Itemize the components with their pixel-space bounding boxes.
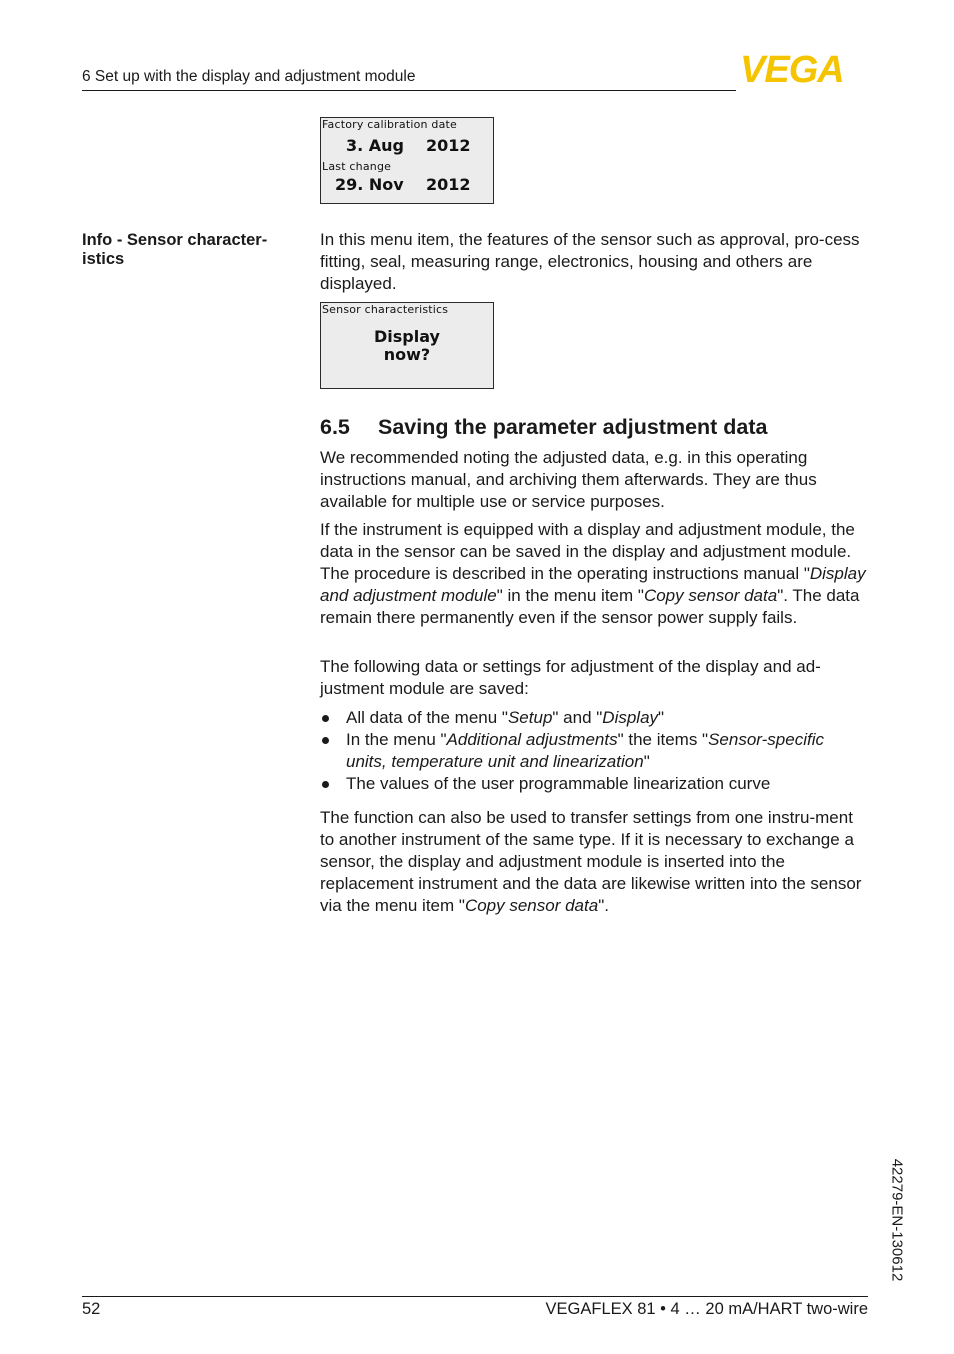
- lcd-date-calibration: 3. Aug: [346, 136, 405, 155]
- logo-text: VEGA: [740, 50, 844, 86]
- paragraph-4: [320, 807, 868, 917]
- lcd-year-calibration: 2012: [426, 136, 471, 155]
- paragraph-1: [320, 447, 868, 513]
- list-item: In the menu "Additional adjustments" the items "Sensor-specific units, temperature unit and linearization": [320, 729, 868, 773]
- paragraph-text: The function can also be used to transfer settings from one instru-ment to another instrument of the same type. If it is necessary to exchange a sensor, the display and adjustment module is inserted into the replacement instrument and the data are likewise written into the sensor via the menu item "Copy sensor data".: [320, 808, 862, 915]
- paragraph-text: If the instrument is equipped with a display and adjustment module, the data in the sensor can be saved in the display and adjustment module. The procedure is described in the operating instructions manual "Display and adjustment module" in the menu item "Copy sensor data". The data remain there permanently even if the sensor power supply fails.: [320, 520, 866, 627]
- paragraph-text: The following data or settings for adjustment of the display and ad-justment module are saved:: [320, 657, 821, 698]
- document-code: [883, 1140, 911, 1300]
- lcd-year-last-change: 2012: [426, 175, 471, 194]
- header-divider: [82, 90, 736, 91]
- paragraph: In this menu item, the features of the sensor such as approval, pro-cess fitting, seal, measuring range, electronics, housing and others are displayed.: [320, 230, 860, 293]
- footer-divider: [82, 1296, 868, 1297]
- paragraph-2: [320, 519, 868, 629]
- saved-data-list: [320, 707, 868, 795]
- lcd-date-last-change: 29. Nov: [335, 175, 404, 194]
- lcd-factory-calibration: [320, 117, 494, 204]
- paragraph-text: We recommended noting the adjusted data, e.g. in this operating instructions manual, and archiving them afterwards. They are thus available for multiple use or service purposes.: [320, 448, 817, 511]
- bullet-icon: [322, 715, 329, 722]
- section-title: Saving the parameter adjustment data: [378, 415, 768, 439]
- lcd-label-last-change: Last change: [322, 160, 392, 173]
- list-item: All data of the menu "Setup" and "Display": [320, 707, 868, 729]
- section-number: 6.5: [320, 415, 350, 439]
- section-heading: [320, 415, 768, 440]
- page-number: 52: [82, 1300, 101, 1318]
- sensor-characteristics-text: [320, 229, 868, 295]
- side-label-sensor-characteristics: Info - Sensor character-istics: [82, 231, 268, 268]
- lcd-line-now: now?: [383, 345, 431, 364]
- lcd-label-factory-calibration: Factory calibration date: [322, 118, 457, 131]
- lcd-line-display: Display: [374, 327, 440, 346]
- running-header: 6 Set up with the display and adjustment module: [82, 68, 416, 85]
- bullet-icon: [322, 737, 329, 744]
- lcd-title: Sensor characteristics: [322, 303, 449, 316]
- footer-product: VEGAFLEX 81 • 4 … 20 mA/HART two-wire: [545, 1300, 868, 1318]
- vega-logo: [740, 50, 874, 86]
- bullet-icon: [322, 781, 329, 788]
- paragraph-3: [320, 656, 868, 700]
- list-item: The values of the user programmable linearization curve: [320, 773, 868, 795]
- document-code-text: 42279-EN-130612: [888, 1158, 906, 1282]
- lcd-sensor-characteristics: [320, 302, 494, 389]
